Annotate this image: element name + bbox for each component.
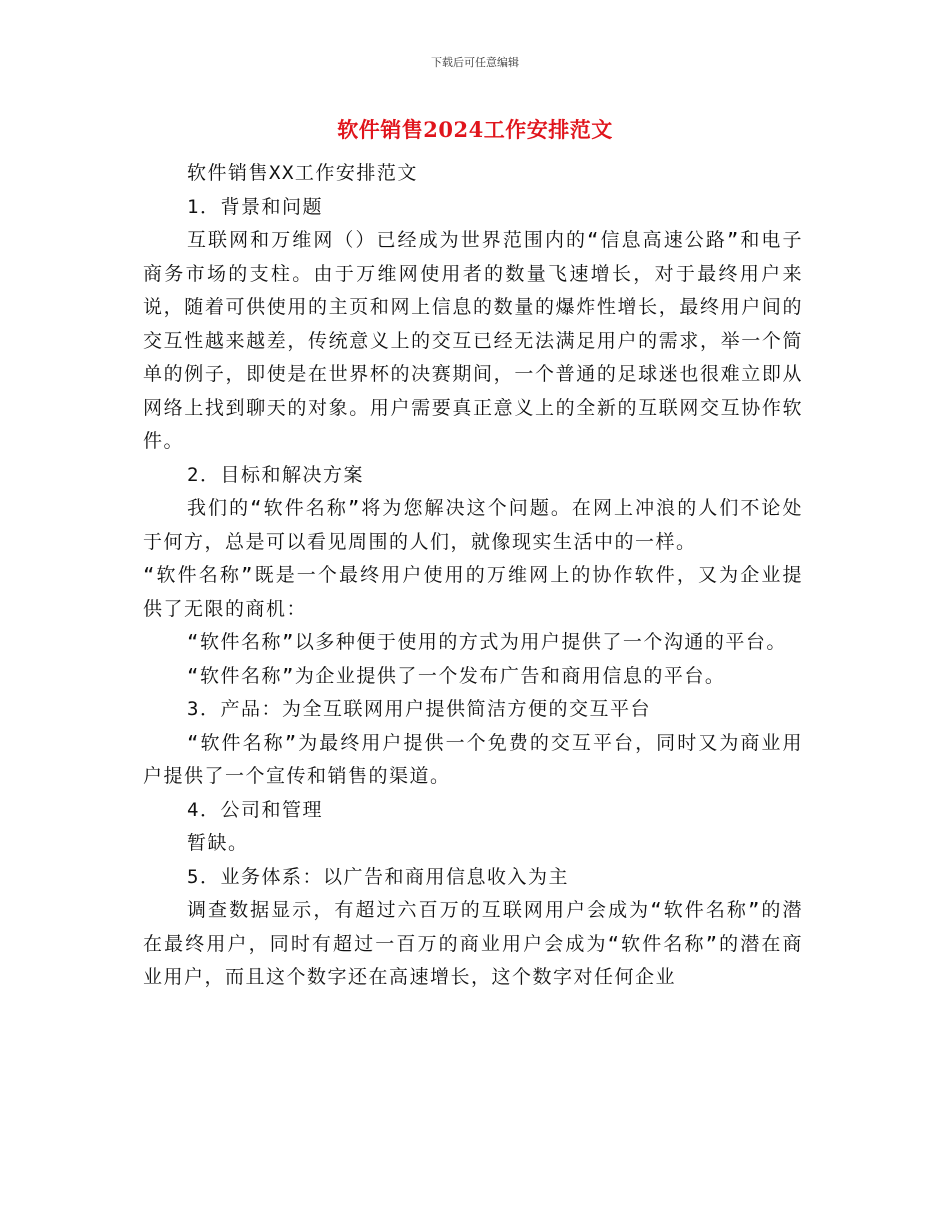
paragraph: 互联网和万维网（）已经成为世界范围内的“信息高速公路”和电子商务市场的支柱。由于万维网使用者的数量飞速增长，对于最终用户来说，随着可供使用的主页和网上信息的数量的爆炸性增长，最终用户间的交互性越来越差，传统意义上的交互已经无法满足用户的需求，举一个简单的例子，即使是在世界杯的决赛期间，一个普通的足球迷也很难立即从网络上找到聊天的对象。用户需要真正意义上的全新的互联网交互协作软件。 <box>143 229 803 452</box>
document-body <box>143 157 803 995</box>
section-heading-4: 4．公司和管理 <box>187 798 323 821</box>
paragraph: “软件名称”为企业提供了一个发布广告和商用信息的平台。 <box>187 664 726 687</box>
paragraph-subtitle: 软件销售XX工作安排范文 <box>187 162 418 184</box>
section-heading-5: 5．业务体系：以广告和商用信息收入为主 <box>187 865 569 888</box>
section-heading-3: 3．产品：为全互联网用户提供简洁方便的交互平台 <box>187 698 651 720</box>
document-title: 软件销售2024工作安排范文 <box>337 117 613 142</box>
header-note: 下载后可任意编辑 <box>431 56 519 69</box>
paragraph: 调查数据显示，有超过六百万的互联网用户会成为“软件名称”的潜在最终用户，同时有超过一百万的商业用户会成为“软件名称”的潜在商业用户，而且这个数字还在高速增长，这个数字对任何企业 <box>143 899 803 988</box>
paragraph: 暂缺。 <box>187 832 249 854</box>
section-heading-2: 2．目标和解决方案 <box>187 463 364 486</box>
section-heading-1: 1．背景和问题 <box>187 195 323 218</box>
paragraph: “软件名称”以多种便于使用的方式为用户提供了一个沟通的平台。 <box>187 631 787 653</box>
paragraph: “软件名称”为最终用户提供一个免费的交互平台，同时又为商业用户提供了一个宣传和销售的渠道。 <box>143 731 803 787</box>
paragraph: 我们的“软件名称”将为您解决这个问题。在网上冲浪的人们不论处于何方，总是可以看见周围的人们，就像现实生活中的一样。 <box>143 497 803 553</box>
paragraph: “软件名称”既是一个最终用户使用的万维网上的协作软件，又为企业提供了无限的商机： <box>143 564 803 620</box>
